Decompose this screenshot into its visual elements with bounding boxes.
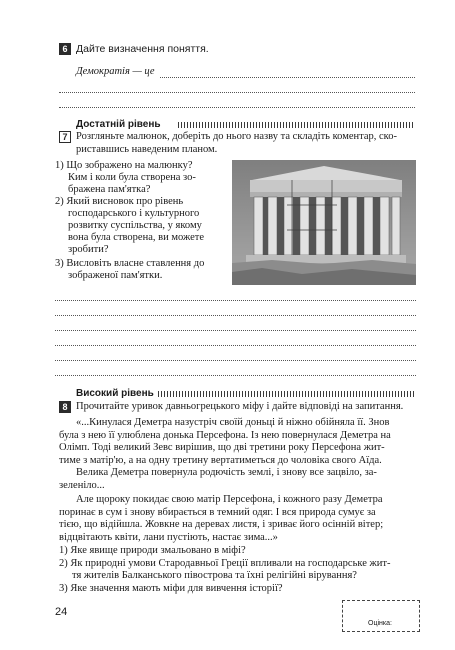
- plan-item-3-line1: 3) Висловіть власне ставлення до: [55, 258, 205, 269]
- myth-line: була з нею її улюблена донька Персефона. Із нею повернулася Деметра на: [59, 429, 391, 441]
- plan-item-2-line2: господарського і культурного: [68, 208, 200, 219]
- score-box[interactable]: [342, 600, 420, 632]
- answer-line[interactable]: [55, 330, 416, 331]
- myth-line: тією, що відійшла. Жовкне на деревах листя, і зриває його осінній вітер;: [59, 519, 384, 530]
- task-number-7: 7: [59, 131, 71, 143]
- task-6-term: Демократія — це: [76, 66, 155, 77]
- answer-line[interactable]: [55, 300, 416, 301]
- myth-line: відцвітають квіти, лани пустіють, настає зима...»: [59, 531, 278, 543]
- answer-line[interactable]: [55, 375, 416, 376]
- plan-item-1-line1: 1) Що зображено на малюнку?: [55, 160, 193, 171]
- question-3: 3) Яке значення мають міфи для вивчення історії?: [59, 582, 283, 594]
- answer-line[interactable]: [55, 345, 416, 346]
- myth-line: Але щороку покидає свою матір Персефона, і кожного разу Деметра: [76, 494, 383, 505]
- question-2-line2: тя жителів Балканського півострова та їхні релігійні вірування?: [72, 570, 357, 581]
- task-8-instruction: Прочитайте уривок давньогрецького міфу і дайте відповіді на запитання.: [76, 401, 404, 412]
- question-2-line1: 2) Як природні умови Стародавньої Греції впливали на господарське жит-: [59, 557, 391, 569]
- level-sufficient-heading: Достатній рівень: [76, 119, 161, 130]
- task-number-6: 6: [59, 43, 71, 55]
- answer-line[interactable]: [59, 107, 415, 108]
- plan-item-1-line2: Ким і коли була створена зо-: [68, 172, 196, 183]
- page-number: 24: [55, 606, 68, 618]
- myth-line: поринає в сум і знову вбирається в темний одяг. І вся природа сумує за: [59, 506, 376, 518]
- parthenon-photo: [232, 160, 416, 285]
- parthenon-illustration: [232, 160, 416, 285]
- myth-line: тиме з матір'ю, а на одну третину вертатиметься до чоловіка свого Аїда.: [59, 454, 382, 466]
- answer-line[interactable]: [55, 315, 416, 316]
- task-6-instruction: Дайте визначення поняття.: [76, 43, 209, 55]
- answer-line[interactable]: [160, 77, 415, 78]
- score-label: Оцінка:: [368, 620, 392, 627]
- level-divider: [158, 391, 416, 397]
- plan-item-1-line3: бражена пам'ятка?: [68, 184, 151, 195]
- task-7-instruction-line2: риставшись наведеним планом.: [76, 144, 218, 155]
- plan-item-2-line1: 2) Який висновок про рівень: [55, 196, 184, 207]
- answer-line[interactable]: [59, 92, 415, 93]
- plan-item-2-line3: розвитку суспільства, у якому: [68, 220, 202, 231]
- myth-line: зеленіло...: [59, 479, 105, 491]
- task-number-8: 8: [59, 401, 71, 413]
- plan-item-3-line2: зображеної пам'ятки.: [68, 270, 163, 281]
- answer-line[interactable]: [55, 360, 416, 361]
- task-7-instruction-line1: Розгляньте малюнок, доберіть до нього назву та складіть коментар, ско-: [76, 131, 397, 142]
- question-1: 1) Яке явище природи змальовано в міфі?: [59, 545, 246, 556]
- level-divider: [178, 122, 415, 128]
- level-high-heading: Високий рівень: [76, 388, 154, 399]
- plan-item-2-line4: вона була створена, ви можете: [68, 232, 204, 243]
- myth-line: Велика Деметра повернула родючість землі, і знову все зацвіло, за-: [76, 467, 377, 478]
- plan-item-2-line5: зробити?: [68, 244, 109, 255]
- myth-line: Олімп. Тоді великий Зевс вирішив, що дві третини року Персефона жит-: [59, 442, 385, 453]
- myth-line: «...Кинулася Деметра назустріч своїй доньці й ніжно обійняла її. Знов: [76, 417, 390, 428]
